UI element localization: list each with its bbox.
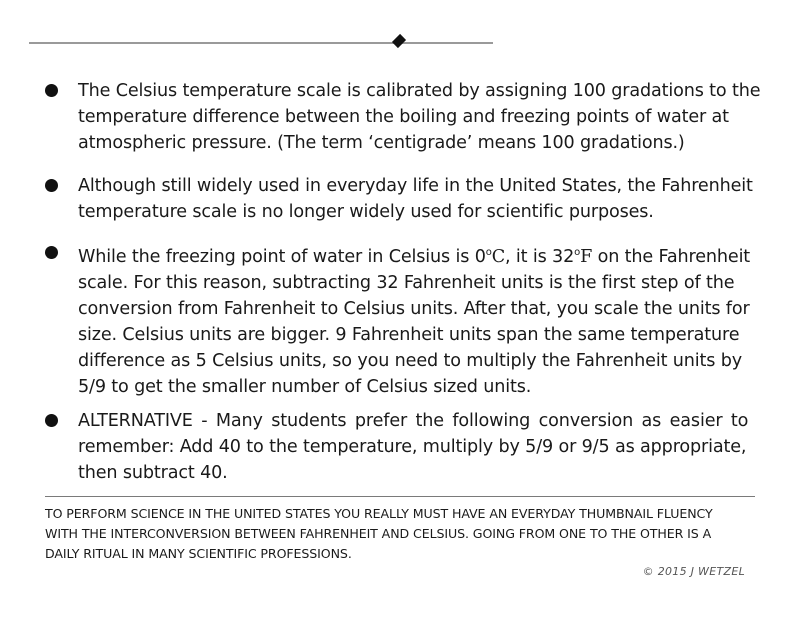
text-line: scale. For this reason, subtracting 32 Fahrenheit units is the first step of the [78, 273, 735, 293]
bullet-dot-icon [45, 179, 58, 192]
bullet-text [78, 78, 761, 156]
bullet-dot-icon [45, 84, 58, 97]
footer-line: TO PERFORM SCIENCE IN THE UNITED STATES YOU REALLY MUST HAVE AN EVERYDAY THUMBNAIL FLUENCY [45, 506, 713, 521]
text-line: atmospheric pressure. (The term ‘centigrade’ means 100 gradations.) [78, 133, 685, 153]
text-line: temperature scale is no longer widely used for scientific purposes. [78, 202, 654, 222]
bullet-dot-icon [45, 246, 58, 259]
footer-line: WITH THE INTERCONVERSION BETWEEN FAHRENHEIT AND CELSIUS. GOING FROM ONE TO THE OTHER IS A [45, 526, 712, 541]
text-line: ALTERNATIVE - Many students prefer the following conversion as easier to [78, 411, 749, 431]
bullet-dot-icon [45, 414, 58, 427]
text-segment: , it is [505, 247, 553, 267]
text-line: temperature difference between the boiling and freezing points of water at [78, 107, 729, 127]
top-rule-line [29, 42, 493, 44]
bullet-text [78, 408, 758, 486]
fahrenheit-value: 32 [552, 247, 575, 267]
text-line: remember: Add 40 to the temperature, multiply by 5/9 or 9/5 as appropriate, [78, 437, 747, 457]
text-line: 5/9 to get the smaller number of Celsius sized units. [78, 377, 532, 397]
diamond-icon [392, 34, 406, 48]
text-line: size. Celsius units are bigger. 9 Fahrenheit units span the same temperature [78, 325, 740, 345]
text-segment: While the freezing point of water in Celsius is [78, 247, 475, 267]
bullet-text [78, 173, 758, 225]
footer-divider [45, 496, 755, 497]
text-line: difference as 5 Celsius units, so you need to multiply the Fahrenheit units by [78, 351, 742, 371]
text-line: then subtract 40. [78, 463, 228, 483]
fahrenheit-unit: F [580, 247, 593, 267]
degree-symbol: o [485, 247, 492, 258]
celsius-unit: C [491, 247, 506, 267]
copyright-notice: © 2015 J WETZEL [642, 565, 745, 578]
text-line: The Celsius temperature scale is calibrated by assigning 100 gradations to the [78, 81, 761, 101]
bullet-text [78, 240, 758, 400]
footer-line: DAILY RITUAL IN MANY SCIENTIFIC PROFESSIONS. [45, 546, 352, 561]
footer-note [45, 504, 765, 564]
text-segment: on the Fahrenheit [592, 247, 751, 267]
text-line: Although still widely used in everyday life in the United States, the Fahrenheit [78, 176, 753, 196]
celsius-value: 0 [474, 247, 486, 267]
text-line-with-units [78, 240, 758, 270]
text-line: conversion from Fahrenheit to Celsius units. After that, you scale the units for [78, 299, 750, 319]
degree-symbol: o [574, 247, 581, 258]
